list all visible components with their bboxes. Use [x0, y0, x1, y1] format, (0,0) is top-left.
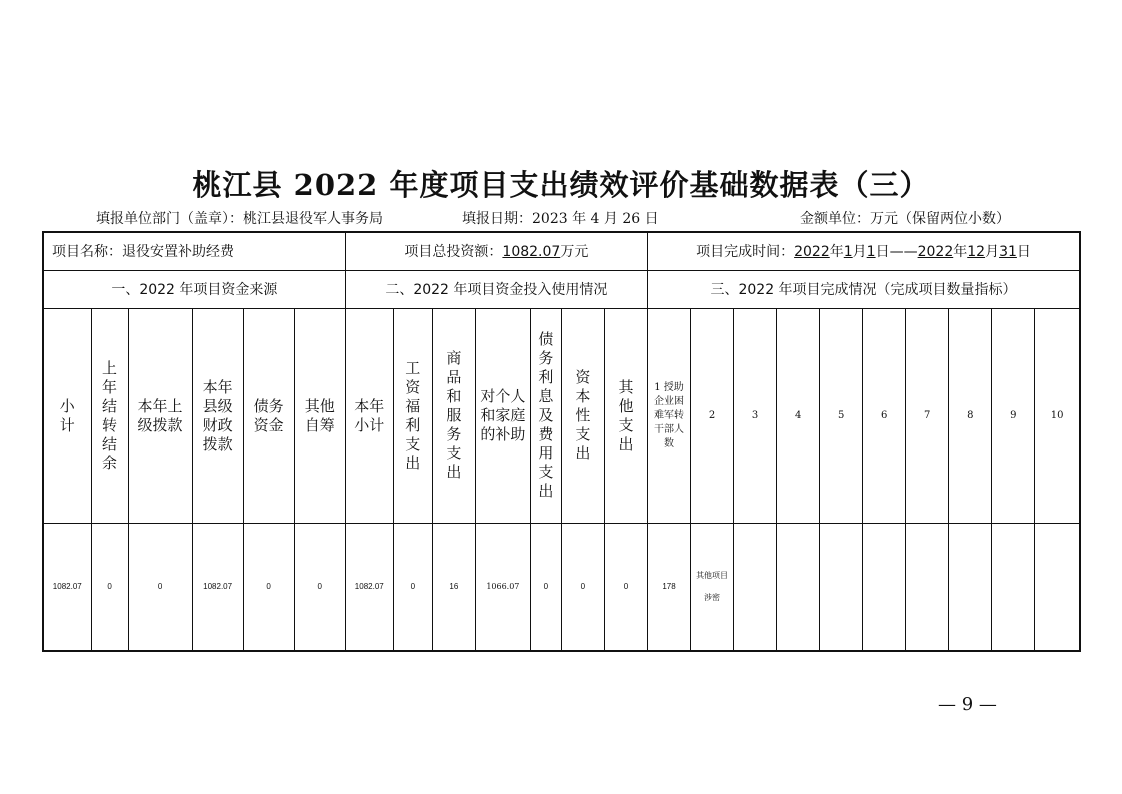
- confidential-note: 其他项目涉密: [696, 570, 729, 602]
- indicator-header: 7: [906, 308, 949, 523]
- end-day: 31: [999, 244, 1017, 261]
- value-cell: 0: [604, 523, 647, 651]
- end-year: 2022: [917, 244, 954, 261]
- header-cell: [91, 308, 128, 523]
- total-value: 1082.07: [502, 244, 561, 261]
- day-char: 日: [875, 244, 890, 261]
- indicator-header: 5: [820, 308, 863, 523]
- indicator-value: [1035, 523, 1080, 651]
- value-cell: 0: [530, 523, 561, 651]
- indicator-value: [863, 523, 906, 651]
- header-debt-interest: 债务利息及费用支出: [538, 330, 554, 500]
- start-month: 1: [843, 244, 853, 261]
- value-cell: 0: [243, 523, 294, 651]
- header-cell: [432, 308, 475, 523]
- header-cell: [475, 308, 530, 523]
- total-investment-cell: [345, 232, 647, 270]
- info-row: [43, 232, 1080, 270]
- date-dash: ——: [889, 244, 918, 261]
- header-cell: [561, 308, 604, 523]
- project-name: 项目名称：退役安置补助经费: [52, 244, 234, 261]
- indicator-header: 8: [949, 308, 992, 523]
- indicator-header-1: 1 授助企业困难军转干部人数: [654, 381, 685, 449]
- indicator-value: 178: [648, 523, 691, 651]
- value-cell: 16: [432, 523, 475, 651]
- value-cell: 0: [561, 523, 604, 651]
- header-capital: 资本性支出: [575, 368, 591, 462]
- start-day: 1: [866, 244, 876, 261]
- header-other-expense: 其他支出: [618, 377, 634, 453]
- indicator-header: [648, 308, 691, 523]
- header-cell: [43, 308, 91, 523]
- time-label: 项目完成时间：: [696, 244, 795, 261]
- page-number: — 9 —: [938, 694, 997, 715]
- indicator-value: [949, 523, 992, 651]
- value-cell: 1082.07: [192, 523, 243, 651]
- section-completion: 三、2022 年项目完成情况（完成项目数量指标）: [648, 270, 1080, 308]
- header-cell: [128, 308, 192, 523]
- header-self-raised: 其他自筹: [304, 396, 335, 434]
- header-county-allocation: 本年县级财政拨款: [202, 377, 233, 453]
- completion-time-cell: [648, 232, 1080, 270]
- value-cell: 1066.07: [475, 523, 530, 651]
- data-table: [42, 231, 1081, 652]
- indicator-header: 4: [777, 308, 820, 523]
- month-char: 月: [985, 244, 1000, 261]
- value-cell: 0: [128, 523, 192, 651]
- page-title: 桃江县 2022 年度项目支出绩效评价基础数据表（三）: [192, 168, 930, 202]
- indicator-value: [992, 523, 1035, 651]
- header-row: [43, 308, 1080, 523]
- value-cell: 1082.07: [345, 523, 393, 651]
- value-cell: 1082.07: [43, 523, 91, 651]
- value-cell: 0: [91, 523, 128, 651]
- filing-unit: 填报单位部门（盖章）：桃江县退役军人事务局: [96, 211, 383, 227]
- indicator-value: [691, 523, 734, 651]
- year-char: 年: [953, 244, 968, 261]
- filing-date: 填报日期：2023 年 4 月 26 日: [462, 211, 659, 227]
- project-name-cell: [43, 232, 345, 270]
- value-cell: 0: [393, 523, 432, 651]
- indicator-value: [777, 523, 820, 651]
- indicator-header: 10: [1035, 308, 1080, 523]
- header-cell: [192, 308, 243, 523]
- header-cell: [345, 308, 393, 523]
- indicator-value: [820, 523, 863, 651]
- indicator-value: [906, 523, 949, 651]
- value-row: [43, 523, 1080, 651]
- header-subtotal: 小计: [59, 396, 75, 434]
- header-cell: [530, 308, 561, 523]
- header-goods-services: 商品和服务支出: [446, 349, 462, 481]
- header-debt-funds: 债务资金: [253, 396, 284, 434]
- header-personal-subsidy: 对个人和家庭的补助: [480, 387, 526, 443]
- header-cell: [393, 308, 432, 523]
- header-cell: [294, 308, 345, 523]
- header-cell: [243, 308, 294, 523]
- section-fund-usage: 二、2022 年项目资金投入使用情况: [345, 270, 647, 308]
- indicator-header: 9: [992, 308, 1035, 523]
- header-prev-year-balance: 上年结转结余: [102, 358, 118, 472]
- amount-unit: 金额单位：万元（保留两位小数）: [800, 211, 1010, 227]
- indicator-header: 3: [734, 308, 777, 523]
- header-year-subtotal: 本年小计: [354, 396, 385, 434]
- end-month: 12: [967, 244, 986, 261]
- total-label: 项目总投资额：: [404, 244, 503, 261]
- header-cell: [604, 308, 647, 523]
- header-superior-allocation: 本年上级拨款: [137, 396, 183, 434]
- month-char: 月: [852, 244, 867, 261]
- value-cell: 0: [294, 523, 345, 651]
- indicator-header: 6: [863, 308, 906, 523]
- indicator-value: [734, 523, 777, 651]
- section-funding-source: 一、2022 年项目资金来源: [43, 270, 345, 308]
- indicator-header: 2: [691, 308, 734, 523]
- start-year: 2022: [794, 244, 830, 261]
- day-char: 日: [1016, 244, 1031, 261]
- total-unit: 万元: [560, 244, 589, 261]
- header-wages: 工资福利支出: [405, 358, 421, 472]
- year-char: 年: [829, 244, 844, 261]
- section-row: [43, 270, 1080, 308]
